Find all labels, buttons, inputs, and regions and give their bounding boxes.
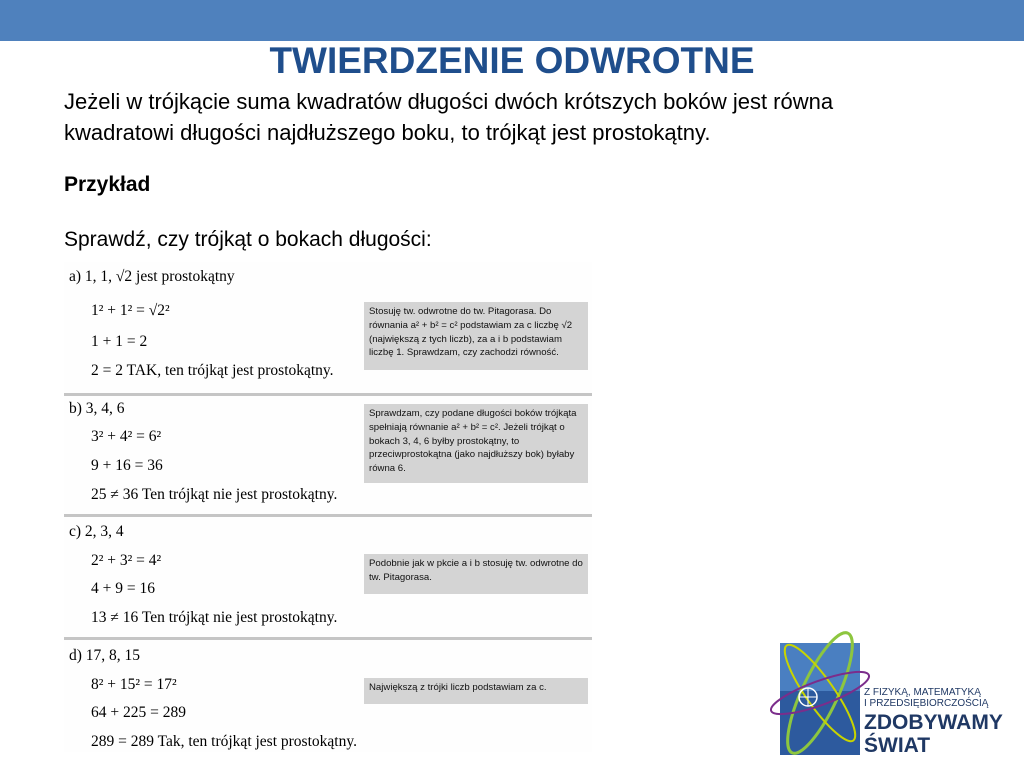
example-d-step1: 8² + 15² = 17² bbox=[91, 676, 177, 693]
divider bbox=[64, 514, 592, 517]
logo-text-line4: ŚWIAT bbox=[864, 734, 931, 757]
example-c-step2: 4 + 9 = 16 bbox=[91, 580, 155, 597]
example-d-header: d) 17, 8, 15 bbox=[69, 647, 141, 664]
divider bbox=[64, 637, 592, 640]
theorem-line-2: kwadratowi długości najdłuższego boku, to trójkąt jest prostokątny. bbox=[64, 120, 711, 145]
worked-examples-scan bbox=[64, 262, 592, 752]
example-a-step2: 1 + 1 = 2 bbox=[91, 333, 148, 350]
divider bbox=[64, 393, 592, 396]
example-a-step1: 1² + 1² = √2² bbox=[91, 302, 170, 319]
example-b-note: Sprawdzam, czy podane długości boków trójkąta spełniają równanie a² + b² = c². Jeżeli trójkąt o bokach 3, 4, 6 byłby prostokątny, to przeciwprostokątna (jako najdłuższy bok) byłaby równa 6. bbox=[364, 404, 588, 483]
example-b-header: b) 3, 4, 6 bbox=[69, 400, 125, 417]
top-bar bbox=[0, 0, 1024, 41]
example-d-note: Największą z trójki liczb podstawiam za c. bbox=[364, 678, 588, 704]
example-d-step3: 289 = 289 Tak, ten trójkąt jest prostokątny. bbox=[91, 733, 357, 750]
theorem-line-1: Jeżeli w trójkącie suma kwadratów długości dwóch krótszych boków jest równa bbox=[64, 89, 834, 114]
example-c-step3: 13 ≠ 16 Ten trójkąt nie jest prostokątny. bbox=[91, 609, 338, 626]
example-prompt: Sprawdź, czy trójkąt o bokach długości: bbox=[64, 228, 432, 251]
theorem-text bbox=[64, 86, 984, 148]
example-d-step2: 64 + 225 = 289 bbox=[91, 704, 186, 721]
example-b-step3: 25 ≠ 36 Ten trójkąt nie jest prostokątny. bbox=[91, 486, 338, 503]
logo-text-line3: ZDOBYWAMY bbox=[864, 711, 1003, 734]
example-a-step3: 2 = 2 TAK, ten trójkąt jest prostokątny. bbox=[91, 362, 334, 379]
example-c-note: Podobnie jak w pkcie a i b stosuję tw. odwrotne do tw. Pitagorasa. bbox=[364, 554, 588, 594]
logo-text-line1: Z FIZYKĄ, MATEMATYKĄ bbox=[864, 687, 981, 698]
logo-text-line2: I PRZEDSIĘBIORCZOŚCIĄ bbox=[864, 698, 989, 709]
example-b-step2: 9 + 16 = 36 bbox=[91, 457, 163, 474]
example-heading: Przykład bbox=[64, 173, 151, 196]
example-b-step1: 3² + 4² = 6² bbox=[91, 428, 162, 445]
slide-title: TWIERDZENIE ODWROTNE bbox=[269, 40, 755, 81]
example-a-header: a) 1, 1, √2 jest prostokątny bbox=[69, 268, 235, 285]
example-c-header: c) 2, 3, 4 bbox=[69, 523, 124, 540]
example-c-step1: 2² + 3² = 4² bbox=[91, 552, 162, 569]
example-a-note: Stosuję tw. odwrotne do tw. Pitagorasa. Do równania a² + b² = c² podstawiam za c liczbę √2 (największą z tych liczb), za a i b podstawiam liczbę 1. Sprawdzam, czy zachodzi równość. bbox=[364, 302, 588, 370]
